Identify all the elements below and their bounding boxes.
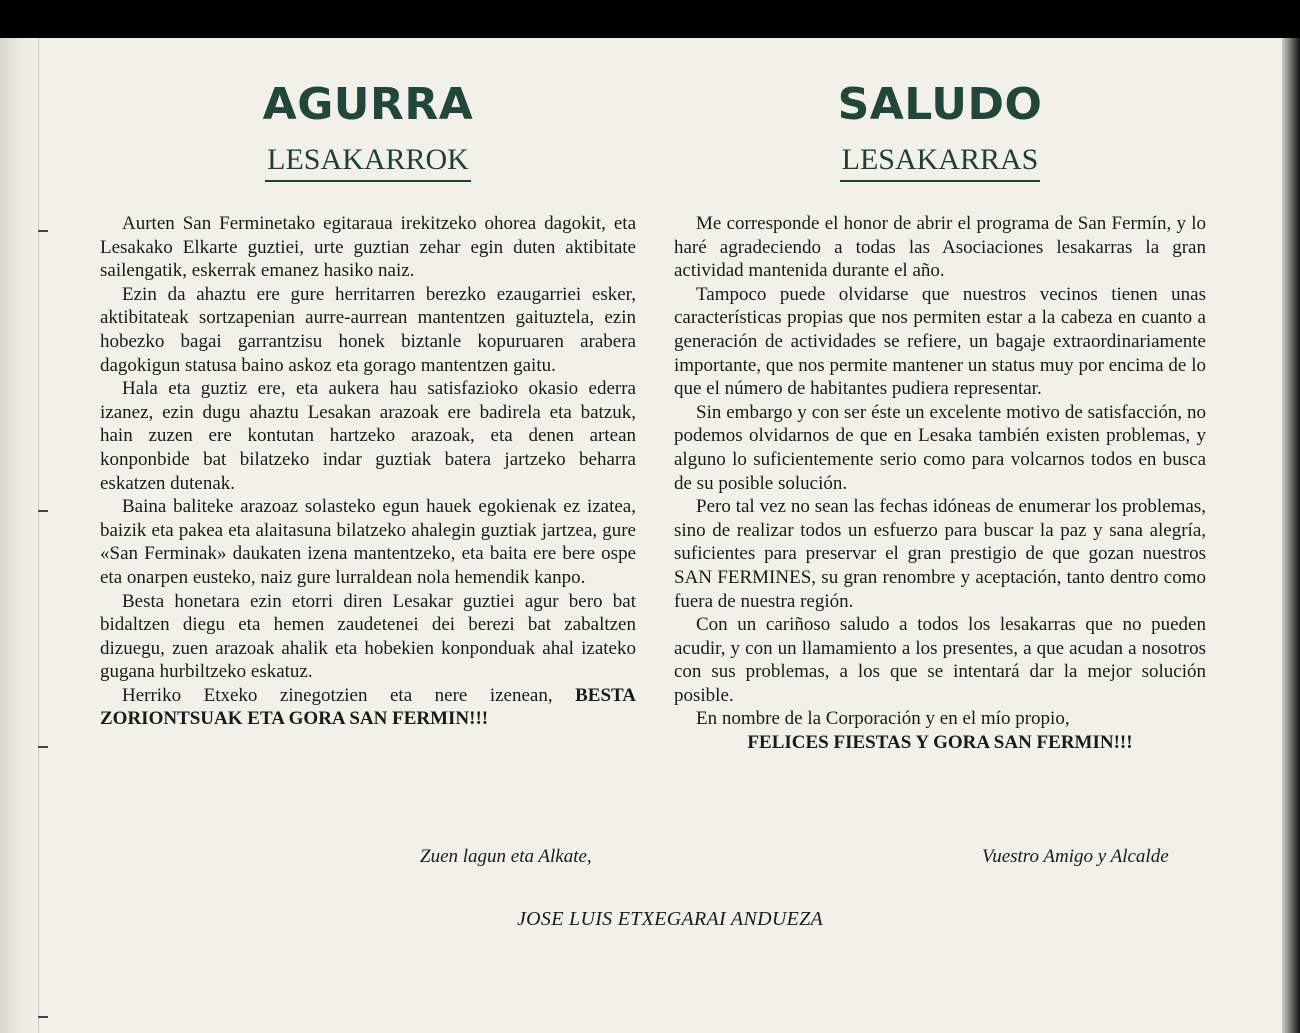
right-paragraph: En nombre de la Corporación y en el mío propio, (696, 708, 1070, 730)
left-paragraph: Ezin da ahaztu ere gure herritarren berezko ezaugarriei esker, aktibitateak sortzapenian aurre-aurrean mantentzen gaituztela, ezin hobezko bagai garrantzisu honek biztanle kopuruaren arabera dagokigun statusa baino askoz eta gorago mantentzen gaitu. (100, 283, 636, 376)
right-paragraph: Sin embargo y con ser éste un excelente motivo de satisfacción, no podemos olvidarnos de que en Lesaka también existen problemas, y alguno lo suficientemente serio como para volcarnos todos en busca de su posible solución. (674, 401, 1206, 494)
right-paragraph: Con un cariñoso saludo a todos los lesakarras que no pueden acudir, y con un llamamiento a los presentes, a que acudan a nosotros con sus problemas, a los que se intentará dar la mejor solución posible. (674, 614, 1206, 706)
mayor-name: JOSE LUIS ETXEGARAI ANDUEZA (517, 908, 824, 930)
left-subtitle: LESAKARROK (265, 142, 471, 182)
right-signature: Vuestro Amigo y Alcalde (982, 846, 1169, 867)
left-last-paragraph (100, 684, 636, 731)
left-paragraph: Aurten San Ferminetako egitaraua irekitzeko ohorea dagokit, eta Lesakako Elkarte guztiei, urte guztian zehar egin duten aktibitate sailengatik, eskerrak emanez hasiko naiz. (100, 213, 636, 282)
left-paragraph: Besta honetara ezin etorri diren Lesakar guztiei agur bero bat bidaltzen diegu eta hemen zaudetenei dei berezi bat zabaltzen dizuegu, zuen arazoak ahalik eta hobekien konponduak ahal izateko gugana hurbiltzeko eskatuz. (100, 590, 636, 683)
left-paragraph: Baina baliteke arazoaz solasteko egun hauek egokienak ez izatea, baizik eta pakea eta alaitasuna bilatzeko ahalegin guztiak jartzea, gure «San Ferminak» daukaten izena mantentzeko, eta baita ere bere ospe eta onarpen eusteko, naiz gure lurraldean nola hemendik kanpo. (100, 496, 636, 588)
left-signature: Zuen lagun eta Alkate, (420, 846, 592, 867)
right-paragraph: Pero tal vez no sean las fechas idóneas de enumerar los problemas, sino de realizar todos un esfuerzo para buscar la paz y sana alegría, suficientes para preservar el gran prestigio de que gozan nuestros SAN FERMINES, su gran renombre y aceptación, tanto dentro como fuera de nuestra región. (674, 496, 1206, 612)
margin-tick (38, 230, 48, 232)
margin-tick (38, 510, 48, 512)
right-paragraph: Me corresponde el honor de abrir el programa de San Fermín, y lo haré agradeciendo a todas las Asociaciones lesakarras la gran actividad mantenida durante el año. (674, 213, 1206, 282)
left-last-text: Herriko Etxeko zinegotzien eta nere izenean, (122, 684, 553, 706)
left-title: AGURRA (262, 79, 474, 130)
left-body (100, 212, 636, 731)
left-paragraph: Hala eta guztiz ere, eta aukera hau satisfazioko okasio ederra izanez, ezin dugu ahaztu Lesakan arazoak ere badirela eta batzuk, hain zuzen ere kontutan hartzeko arazoak, eta denen artean konponbide bat bilatzeko indar guztiak batera jartzeko beharra eskatzen dutenak. (100, 378, 636, 494)
page-gutter-left (0, 38, 39, 1033)
margin-tick (38, 746, 48, 748)
margin-tick (38, 1016, 48, 1018)
right-title: SALUDO (837, 79, 1043, 130)
right-column-spanish (674, 78, 1206, 755)
page-edge-right (1282, 38, 1300, 1033)
document-page (0, 38, 1300, 1033)
left-closing-bold: BESTA ZORIONTSUAK ETA GORA SAN FERMIN!!! (100, 684, 637, 730)
right-body (674, 212, 1206, 755)
right-subtitle: LESAKARRAS (840, 142, 1041, 182)
left-column-basque (100, 78, 636, 731)
right-paragraph: Tampoco puede olvidarse que nuestros vecinos tienen unas características propias que nos permiten estar a la cabeza en cuanto a generación de actividades se refiere, un bagaje extraordinariamente importante, que nos permite mantener un status muy por encima de lo que el número de habitantes pudiera representar. (674, 283, 1206, 400)
right-closing-bold: FELICES FIESTAS Y GORA SAN FERMIN!!! (747, 732, 1133, 754)
